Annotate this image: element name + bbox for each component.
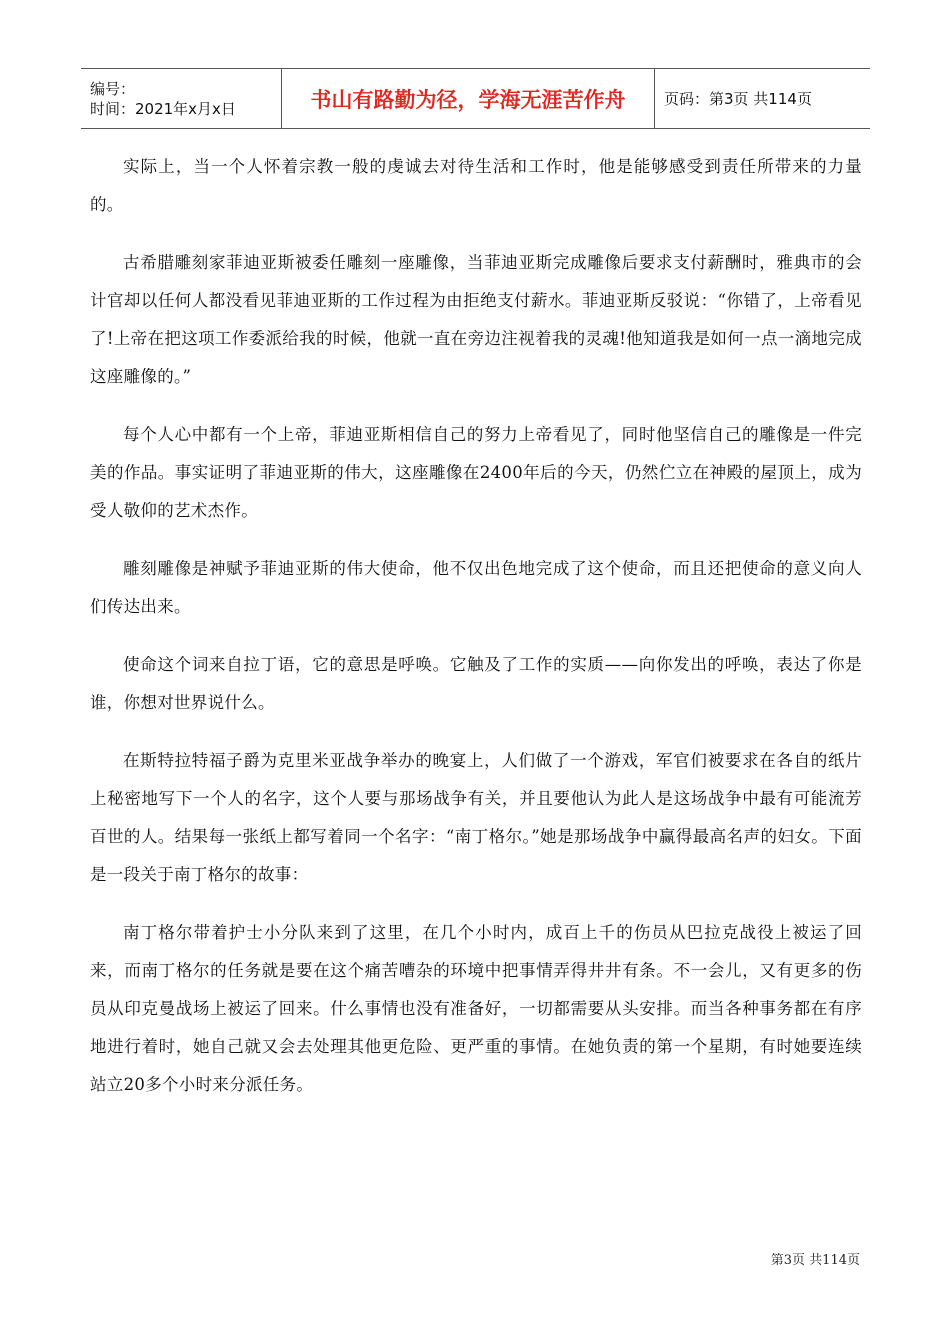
page-footer [771,1249,860,1268]
header-page-number: 页码：第3页 共114页 [664,90,812,108]
paragraph: 在斯特拉特福子爵为克里米亚战争举办的晚宴上，人们做了一个游戏，军官们被要求在各自的纸片上秘密地写下一个人的名字，这个人要与那场战争有关，并且要他认为此人是这场战争中最有可能流芳百世的人。结果每一张纸上都写着同一个名字：“南丁格尔。”她是那场战争中赢得最高名声的妇女。下面是一段关于南丁格尔的故事： [90,751,862,884]
paragraph: 使命这个词来自拉丁语，它的意思是呼唤。它触及了工作的实质——向你发出的呼唤，表达了你是谁，你想对世界说什么。 [90,655,862,712]
paragraph: 古希腊雕刻家菲迪亚斯被委任雕刻一座雕像，当菲迪亚斯完成雕像后要求支付薪酬时，雅典市的会计官却以任何人都没看见菲迪亚斯的工作过程为由拒绝支付薪水。菲迪亚斯反驳说：“你错了，上帝看见了!上帝在把这项工作委派给我的时候，他就一直在旁边注视着我的灵魂!他知道我是如何一点一滴地完成这座雕像的。” [90,253,862,386]
header-page-cell [655,69,870,128]
paragraph: 每个人心中都有一个上帝，菲迪亚斯相信自己的努力上帝看见了，同时他坚信自己的雕像是一件完美的作品。事实证明了菲迪亚斯的伟大，这座雕像在2400年后的今天，仍然伫立在神殿的屋顶上，成为受人敬仰的艺术杰作。 [90,425,862,520]
document-body [90,148,862,1124]
header-meta [81,69,282,128]
document-number-label: 编号： [90,79,136,98]
page-header [81,68,870,129]
footer-page-number: 第3页 共114页 [770,1253,860,1268]
paragraph: 雕刻雕像是神赋予菲迪亚斯的伟大使命，他不仅出色地完成了这个使命，而且还把使命的意义向人们传达出来。 [90,559,862,616]
paragraph: 实际上，当一个人怀着宗教一般的虔诚去对待生活和工作时，他是能够感受到责任所带来的力量的。 [90,157,862,214]
header-motto-cell [282,69,655,128]
paragraph: 南丁格尔带着护士小分队来到了这里，在几个小时内，成百上千的伤员从巴拉克战役上被运了回来，而南丁格尔的任务就是要在这个痛苦嘈杂的环境中把事情弄得井井有条。不一会儿，又有更多的伤员从印克曼战场上被运了回来。什么事情也没有准备好，一切都需要从头安排。而当各种事务都在有序地进行着时，她自己就又会去处理其他更危险、更严重的事情。在她负责的第一个星期，有时她要连续站立20多个小时来分派任务。 [90,923,862,1094]
header-motto: 书山有路勤为径，学海无涯苦作舟 [310,87,626,112]
document-time-label: 时间：2021年x月x日 [90,99,236,118]
